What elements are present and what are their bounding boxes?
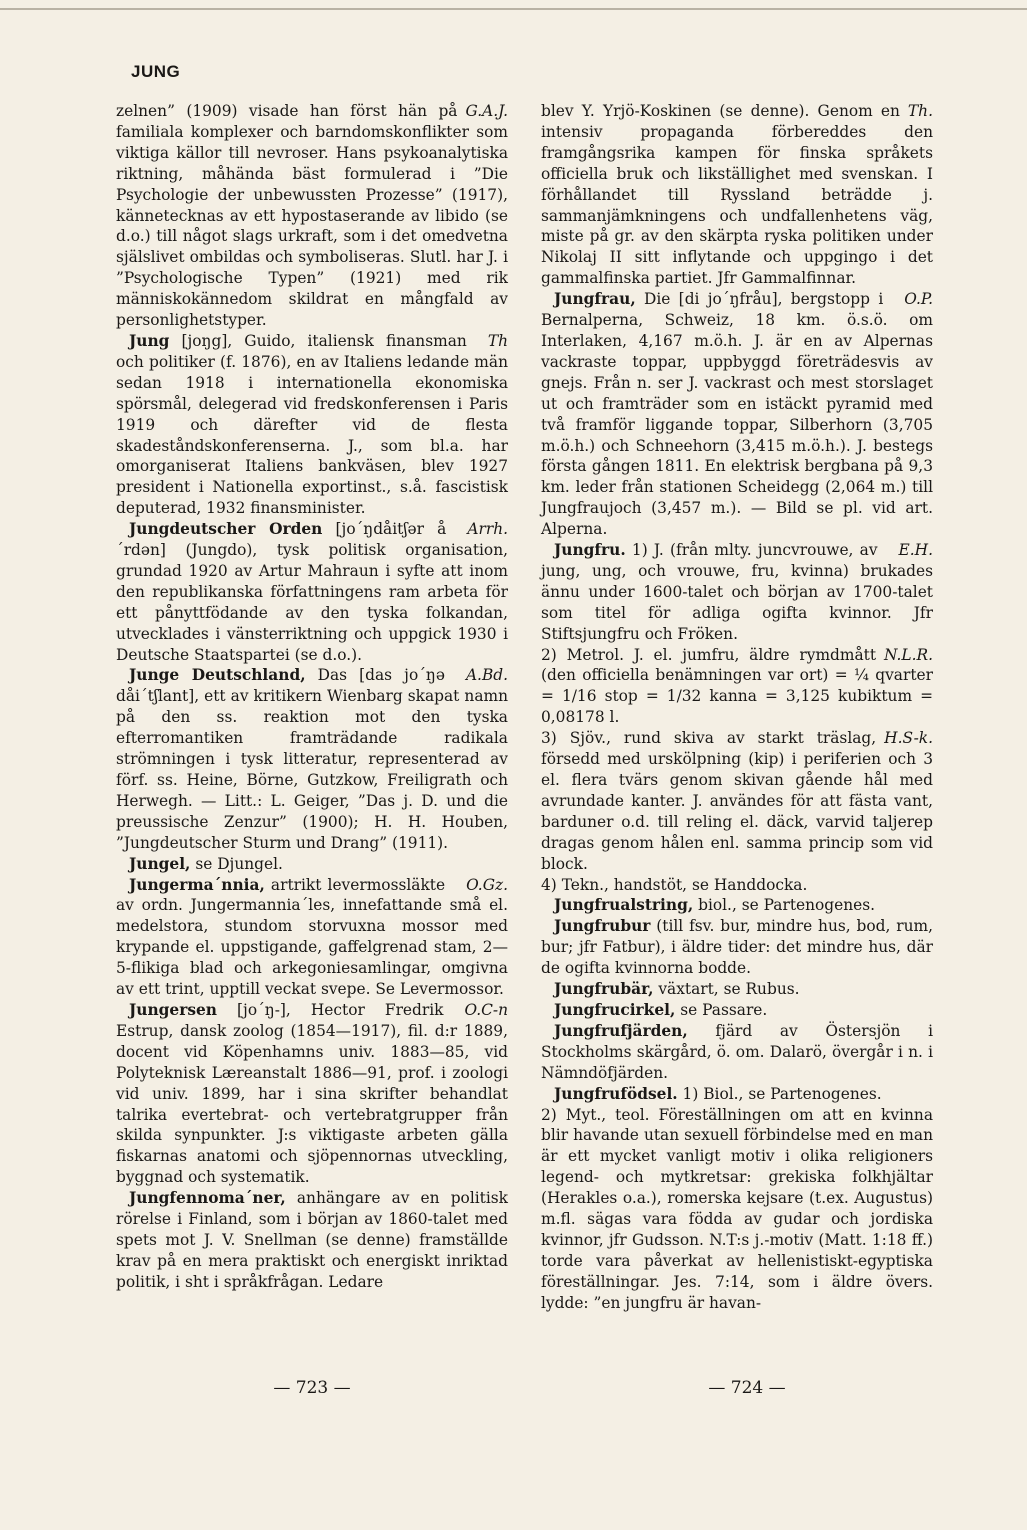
entry-text: se Djungel. bbox=[190, 854, 283, 873]
entry-text: 4) Tekn., handstöt, se Handdocka. bbox=[541, 875, 808, 894]
top-edge-rule bbox=[0, 8, 1027, 10]
entry-paragraph bbox=[541, 875, 933, 896]
author-signature: G.A.J. bbox=[465, 102, 508, 120]
entry-headword: Jungfrufjärden, bbox=[554, 1021, 688, 1040]
entry-text: se Passare. bbox=[675, 1000, 768, 1019]
entry-paragraph bbox=[541, 895, 933, 916]
author-signature: E.H. bbox=[898, 541, 933, 560]
entry-paragraph bbox=[116, 875, 508, 1000]
entry-text: blev Y. Yrjö-Koskinen (se denne). Genom en intensiv propaganda förbereddes den framgångsrika kampen för finska språkets officiella bruk och likställighet med svenskan. I förhållandet till Ryssland beträdde j. sammanjämkningens och undfallenhetens väg, miste på gr. av den skärpta ryska politiken under Nikolaj II sitt inflytande och uppgingo i det gammalfinska partiet. Jfr Gammalfinnar. bbox=[541, 102, 933, 288]
entry-headword: Jungfrubur bbox=[554, 917, 651, 936]
entry-headword: Jungfennoma´ner, bbox=[129, 1189, 286, 1208]
entry-text: 1) Biol., se Partenogenes. bbox=[677, 1084, 882, 1103]
entry-paragraph bbox=[541, 289, 933, 540]
author-signature: O.Gz. bbox=[466, 875, 508, 894]
author-signature: H.S-k. bbox=[884, 729, 933, 748]
running-head: JUNG bbox=[131, 62, 181, 81]
entry-headword: Junge Deutschland, bbox=[129, 666, 306, 685]
entry-headword: Jungfrufödsel. bbox=[554, 1084, 678, 1103]
entry-paragraph bbox=[541, 916, 933, 979]
entry-headword: Jung bbox=[129, 331, 170, 350]
entry-paragraph bbox=[541, 1000, 933, 1021]
entry-headword: Jungdeutscher Orden bbox=[129, 520, 323, 539]
author-signature: O.P. bbox=[904, 290, 933, 309]
entry-headword: Jungfrubär, bbox=[554, 980, 654, 999]
entry-paragraph bbox=[116, 1000, 508, 1188]
entry-text: växtart, se Rubus. bbox=[653, 980, 800, 999]
author-signature: Th. bbox=[907, 102, 933, 120]
entry-headword: Jungerma´nnia, bbox=[129, 875, 265, 894]
entry-headword: Jungfru. bbox=[554, 541, 626, 560]
left-page-number: — 723 — bbox=[273, 1378, 351, 1398]
left-column bbox=[116, 101, 508, 1293]
entry-paragraph bbox=[541, 1105, 933, 1314]
author-signature: Th bbox=[487, 331, 508, 350]
entry-text: fjärd av Östersjön i Stockholms skärgård, ö. om. Dalarö, övergår i n. i Nämndöfjärden. bbox=[541, 1021, 933, 1082]
right-page-number: — 724 — bbox=[708, 1378, 786, 1398]
entry-text: anhängare av en politisk rörelse i Finland, som i början av 1860-talet med spets mot J. V. Snellman (se denne) framställde krav på en mera praktiskt och energiskt inriktad politik, i sht i språkfrågan. Ledare bbox=[116, 1189, 508, 1291]
entry-text: 3) Sjöv., rund skiva av starkt träslag, försedd med urskölpning (kip) i periferien och 3 el. flera tvärs genom skivan gående hål med avrundade kanter. J. användes för att fästa vant, barduner o.d. till reling el. däck, varvid taljerep dragas genom hålen enl. samma princip som vid block. bbox=[541, 729, 933, 873]
entry-text: artrikt levermossläkte av ordn. Jungermannia´les, innefattande små el. medelstora, stundom storvuxna mossor med krypande el. uppstigande, gaffelgrenad stam, 2—5-flikiga blad och arkegoniesamlingar, omgivna av ett trint, upptill veckat svepe. Se Levermossor. bbox=[116, 875, 508, 999]
entry-paragraph bbox=[541, 728, 933, 874]
entry-text: 2) Myt., teol. Föreställningen om att en kvinna blir havande utan sexuell förbindelse med en man är ett mycket vanligt motiv i olika religioners legend- och mytkretsar: grekiska folkhjältar (Herakles o.a.), romerska kejsare (t.ex. Augustus) m.fl. sägas vara födda av gudar och jordiska kvinnor, jfr Gudsson. N.T:s j.-motiv (Matt. 1:18 ff.) torde vara påverkat av hellenistiskt-egyptiska föreställningar. Jes. 7:14, som i äldre övers. lydde: ”en jungfru är havan- bbox=[541, 1105, 933, 1312]
entry-text: Die [di jo´ŋfråu], bergstopp i Bernalperna, Schweiz, 18 km. ö.s.ö. om Interlaken, 4,167 m.ö.h. J. är en av Alpernas vackraste toppar, uppbyggd företrädesvis av gnejs. Från n. ser J. vackrast och mest storslaget ut och framträder som en istäckt pyramid med två framför liggande toppar, Silberhorn (3,705 m.ö.h.) och Schneehorn (3,415 m.ö.h.). J. bestegs första gången 1811. En elektrisk bergbana på 9,3 km. leder från stationen Scheidegg (2,064 m.) till Jungfraujoch (3,457 m.). — Bild se pl. vid art. Alperna. bbox=[541, 290, 933, 539]
entry-text: Das [das jo´ŋə dåi´tʃlant], ett av kritikern Wienbarg skapat namn på den ss. reaktion mot den tyska efterromantiken framträdande radikala strömningen i tysk litteratur, representerad av förf. ss. Heine, Börne, Gutzkow, Freiligrath och Herwegh. — Litt.: L. Geiger, ”Das j. D. und die preussische Zenzur” (1900); H. H. Houben, ”Jungdeutscher Sturm und Drang” (1911). bbox=[116, 666, 508, 852]
entry-paragraph bbox=[116, 519, 508, 665]
entry-paragraph bbox=[116, 101, 508, 331]
entry-headword: Jungersen bbox=[129, 1000, 217, 1019]
entry-paragraph bbox=[116, 854, 508, 875]
entry-text: [joŋg], Guido, italiensk finansman och politiker (f. 1876), en av Italiens ledande män sedan 1918 i internationella ekonomiska spörsmål, delegerad vid fredskonferensen i Paris 1919 och därefter vid de flesta skadeståndskonferenserna. J., som bl.a. har omorganiserat Italiens bankväsen, blev 1927 president i Nationella exportinst., s.å. fascistisk deputerad, 1932 finansminister. bbox=[116, 331, 508, 518]
entry-paragraph bbox=[541, 979, 933, 1000]
entry-paragraph bbox=[541, 1021, 933, 1084]
right-column bbox=[541, 101, 933, 1314]
entry-text: zelnen” (1909) visade han först hän på familiala komplexer och barndomskonflikter som viktiga källor till nevroser. Hans psykoanalytiska riktning, måhända bäst formulerad i ”Die Psychologie der unbewussten Prozesse” (1917), kännetecknas av ett hypostaserande av libido (se d.o.) till något slags urkraft, som i det omedvetna själslivet ombildas och symboliseras. Slutl. har J. i ”Psychologische Typen” (1921) med rik människokännedom skildrat en mångfald av personlighetstyper. bbox=[116, 102, 508, 330]
author-signature: A.Bd. bbox=[465, 666, 508, 685]
entry-text: biol., se Partenogenes. bbox=[693, 896, 876, 915]
author-signature: N.L.R. bbox=[884, 645, 933, 664]
entry-headword: Jungfrau, bbox=[554, 290, 636, 309]
entry-paragraph bbox=[541, 540, 933, 645]
author-signature: O.C-n bbox=[464, 1000, 508, 1019]
author-signature: Arrh. bbox=[467, 520, 508, 539]
entry-text: 2) Metrol. J. el. jumfru, äldre rymdmått (den officiella benämningen var ort) = ¼ qvarter = 1/16 stop = 1/32 kanna = 3,125 kubiktum = 0,08178 l. bbox=[541, 645, 933, 727]
entry-paragraph bbox=[116, 331, 508, 519]
entry-headword: Jungfrucirkel, bbox=[554, 1000, 676, 1019]
entry-text: [jo´ŋ-], Hector Fredrik Estrup, dansk zoolog (1854—1917), fil. d:r 1889, docent vid Köpenhamns univ. 1883—85, vid Polyteknisk Læreanstalt 1886—91, prof. i zoologi vid univ. 1899, har i sina skrifter behandlat talrika evertebrat- och vertebratgrupper från skilda synpunkter. J:s viktigaste arbeten gälla fiskarnas anatomi och sjöpennornas utveckling, byggnad och systematik. bbox=[116, 1000, 508, 1187]
entry-paragraph bbox=[116, 665, 508, 853]
entry-text: [jo´ŋdåitʃər å´rdən] (Jungdo), tysk politisk organisation, grundad 1920 av Artur Mahraun i syfte att inom den republikanska författningens ram arbeta för ett pånyttfödande av den tyska folkandan, utvecklades i vänsterriktning och uppgick 1930 i Deutsche Staatspartei (se d.o.). bbox=[116, 520, 508, 664]
entry-text: 1) J. (från mlty. juncvrouwe, av jung, ung, och vrouwe, fru, kvinna) brukades ännu under 1600-talet och början av 1700-talet som titel för adliga ogifta kvinnor. Jfr Stiftsjungfru och Fröken. bbox=[541, 541, 933, 643]
entry-text: (till fsv. bur, mindre hus, bod, rum, bur; jfr Fatbur), i äldre tider: det mindre hus, där de ogifta kvinnorna bodde. bbox=[541, 917, 933, 978]
entry-paragraph bbox=[541, 1084, 933, 1105]
entry-paragraph bbox=[541, 645, 933, 729]
entry-paragraph bbox=[541, 101, 933, 289]
entry-paragraph bbox=[116, 1188, 508, 1293]
entry-headword: Jungfrualstring, bbox=[554, 896, 694, 915]
entry-headword: Jungel, bbox=[129, 854, 191, 873]
